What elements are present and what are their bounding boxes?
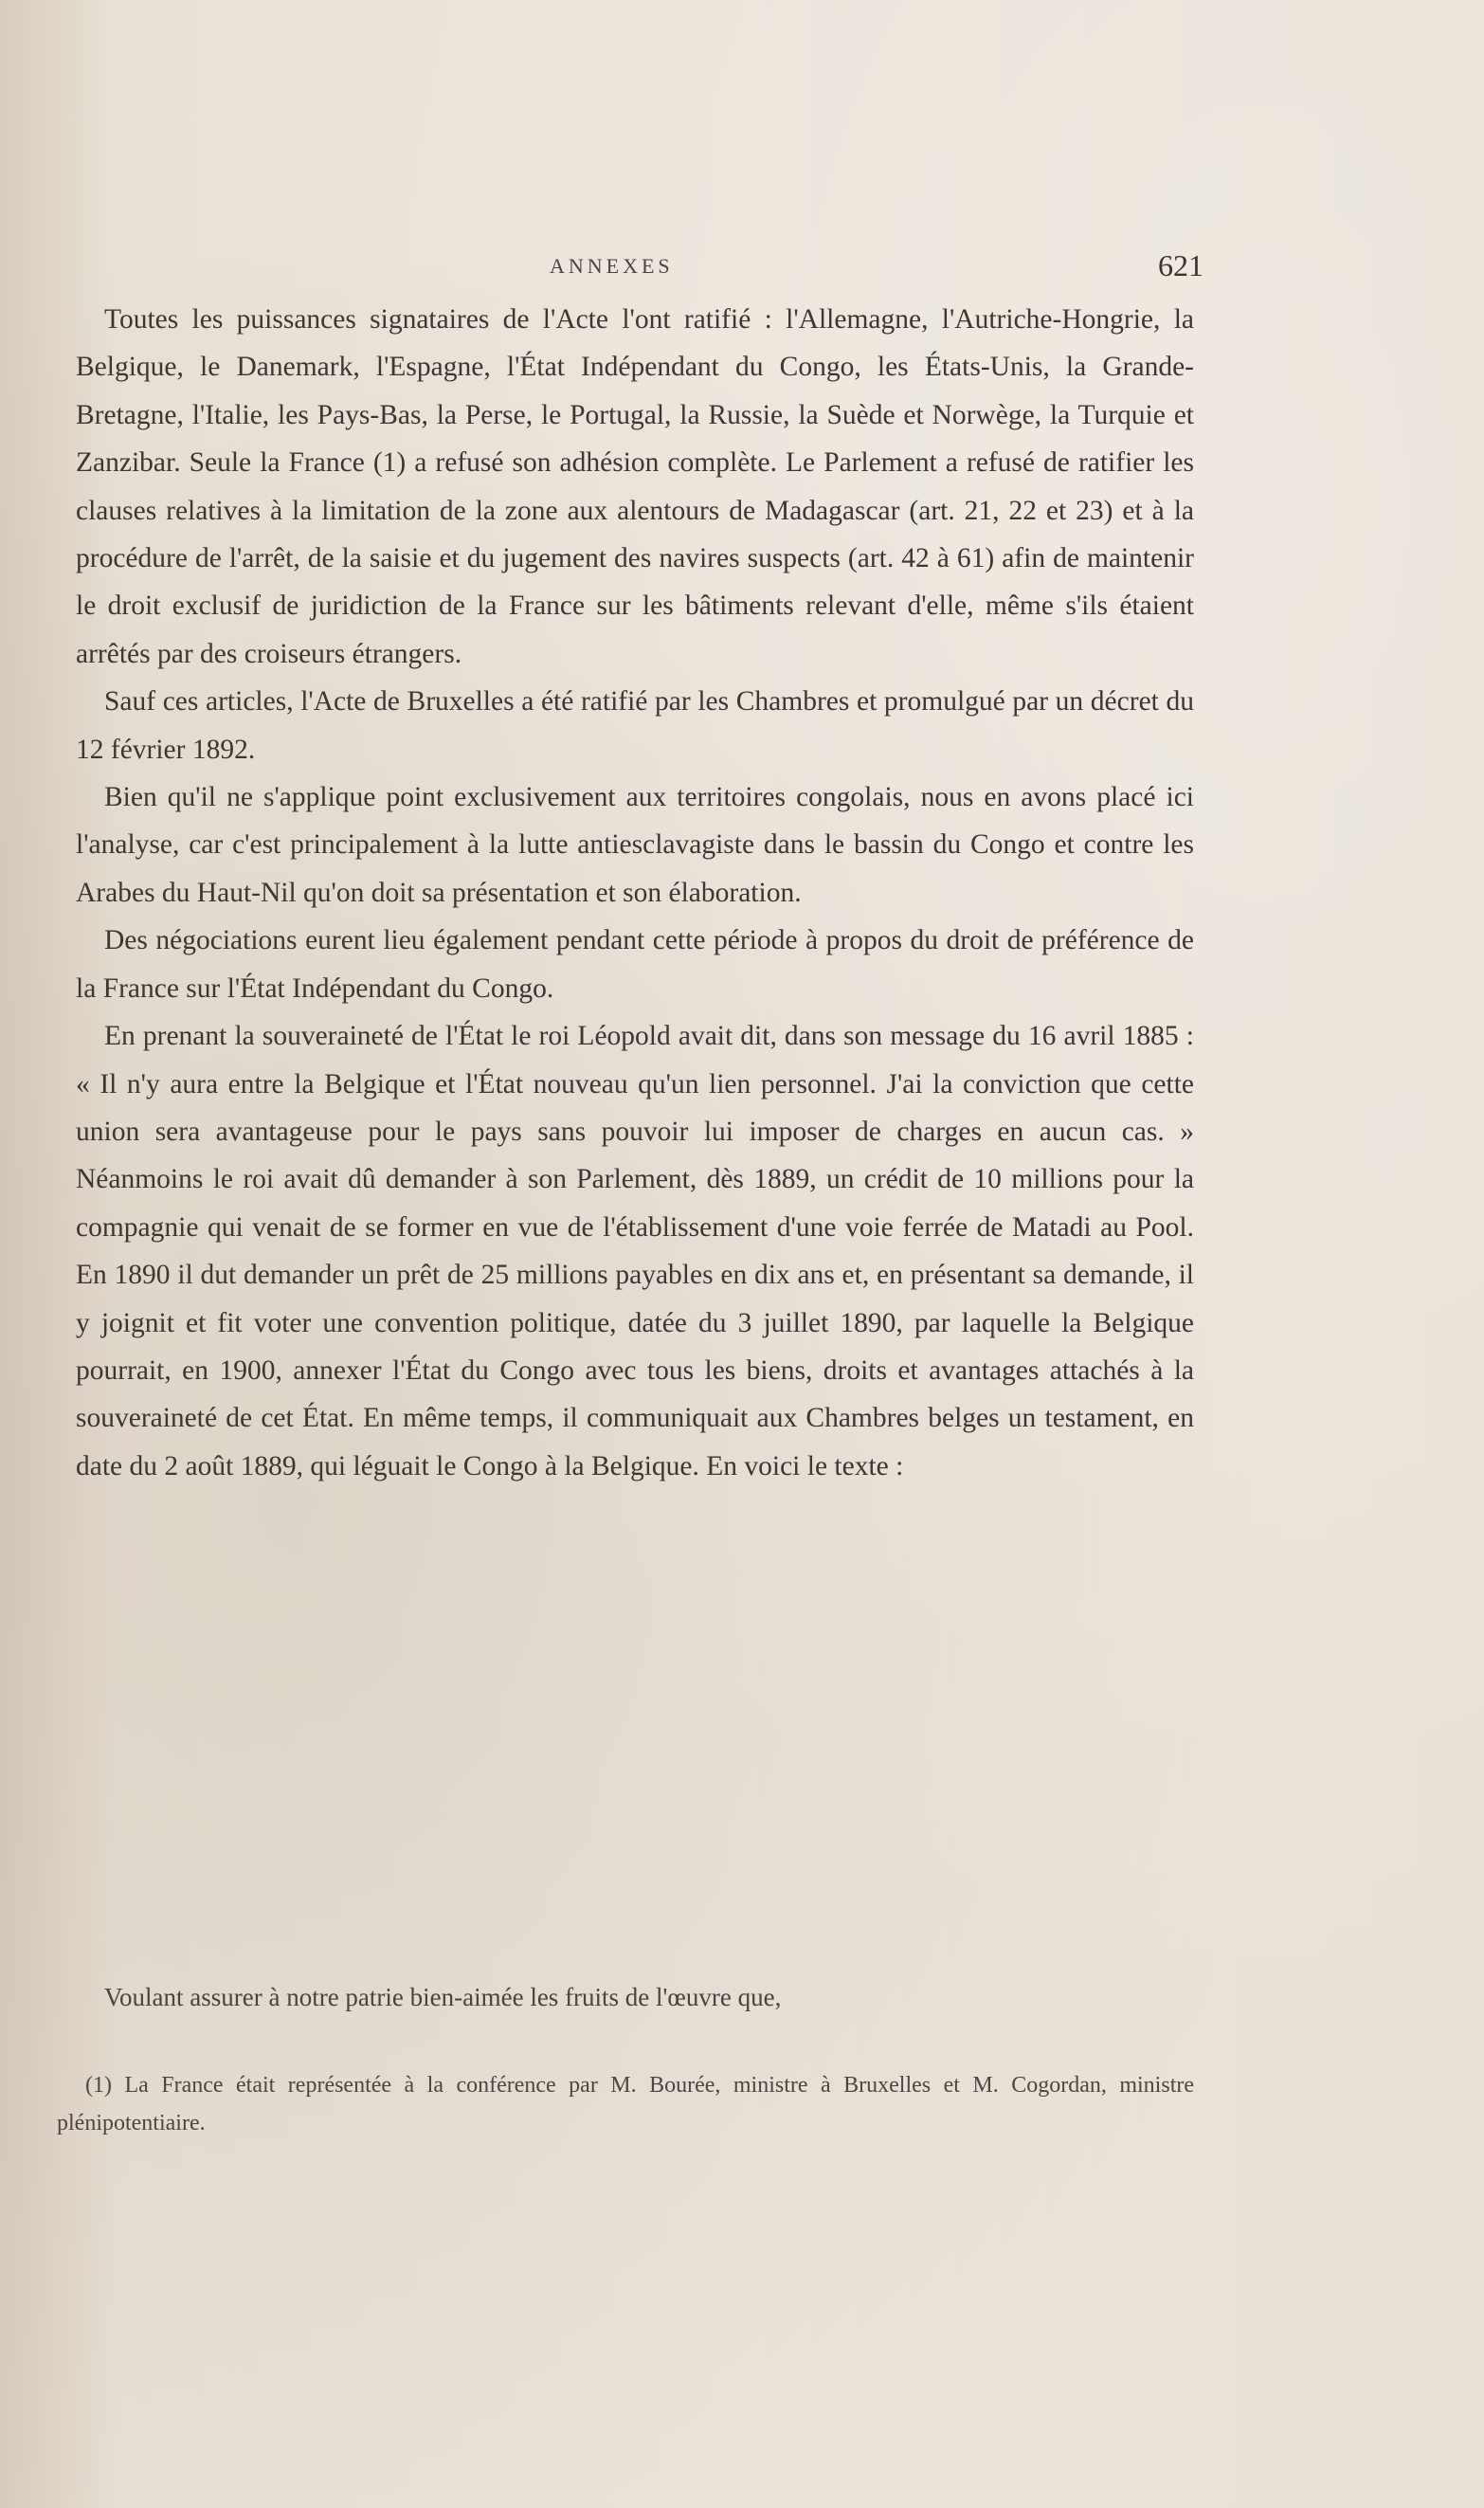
testament-quote: Voulant assurer à notre patrie bien-aimée les fruits de l'œuvre que, — [104, 1983, 782, 2011]
body-text — [76, 296, 1194, 1490]
page-number: 621 — [1158, 248, 1203, 282]
running-head: ANNEXES — [550, 254, 674, 278]
paragraph-souverainete: En prenant la souveraineté de l'État le roi Léopold avait dit, dans son message du 16 avril 1885 : « Il n'y aura entre la Belgique et l'État nouveau qu'un lien personnel. J'ai la conviction que cette union sera avantageuse pour le pays sans pouvoir lui imposer de charges en aucun cas. » Néanmoins le roi avait dû demander à son Parlement, dès 1889, un crédit de 10 millions pour la compagnie qui venait de se former en vue de l'établissement d'une voie ferrée de Matadi au Pool. En 1890 il dut demander un prêt de 25 millions payables en dix ans et, en présentant sa demande, il y joignit et fit voter une convention politique, datée du 3 juillet 1890, par laquelle la Belgique pourrait, en 1900, annexer l'État du Congo avec tous les biens, droits et avantages attachés à la souveraineté de cet État. En même temps, il communiquait aux Chambres belges un testament, en date du 2 août 1889, qui léguait le Congo à la Belgique. En voici le texte : — [76, 1021, 1194, 1481]
paragraph-sauf-ces-articles: Sauf ces articles, l'Acte de Bruxelles a été ratifié par les Chambres et promulgué par un décret du 12 février 1892. — [76, 686, 1194, 765]
footnote: (1) La France était représentée à la conférence par M. Bourée, ministre à Bruxelles et M. Cogordan, ministre plénipotentiaire. — [57, 2073, 1194, 2135]
paragraph-negociations: Des négociations eurent lieu également pendant cette période à propos du droit de préférence de la France sur l'État Indépendant du Congo. — [76, 925, 1194, 1004]
page-header — [104, 248, 1203, 286]
paragraph-ratification: Toutes les puissances signataires de l'Acte l'ont ratifié : l'Allemagne, l'Autriche-Hongrie, la Belgique, le Danemark, l'Espagne, l'État Indépendant du Congo, les États-Unis, la Grande-Bretagne, l'Italie, les Pays-Bas, la Perse, le Portugal, la Russie, la Suède et Norwège, la Turquie et Zanzibar. Seule la France (1) a refusé son adhésion complète. Le Parlement a refusé de ratifier les clauses relatives à la limitation de la zone aux alentours de Madagascar (art. 21, 22 et 23) et à la procédure de l'arrêt, de la saisie et du jugement des navires suspects (art. 42 à 61) afin de maintenir le droit exclusif de juridiction de la France sur les bâtiments relevant d'elle, même s'ils étaient arrêtés par des croiseurs étrangers. — [76, 304, 1194, 669]
paragraph-bien-qu-il: Bien qu'il ne s'applique point exclusivement aux territoires congolais, nous en avons placé ici l'analyse, car c'est principalement à la lutte antiesclavagiste dans le bassin du Congo et contre les Arabes du Haut-Nil qu'on doit sa présentation et son élaboration. — [76, 782, 1194, 908]
